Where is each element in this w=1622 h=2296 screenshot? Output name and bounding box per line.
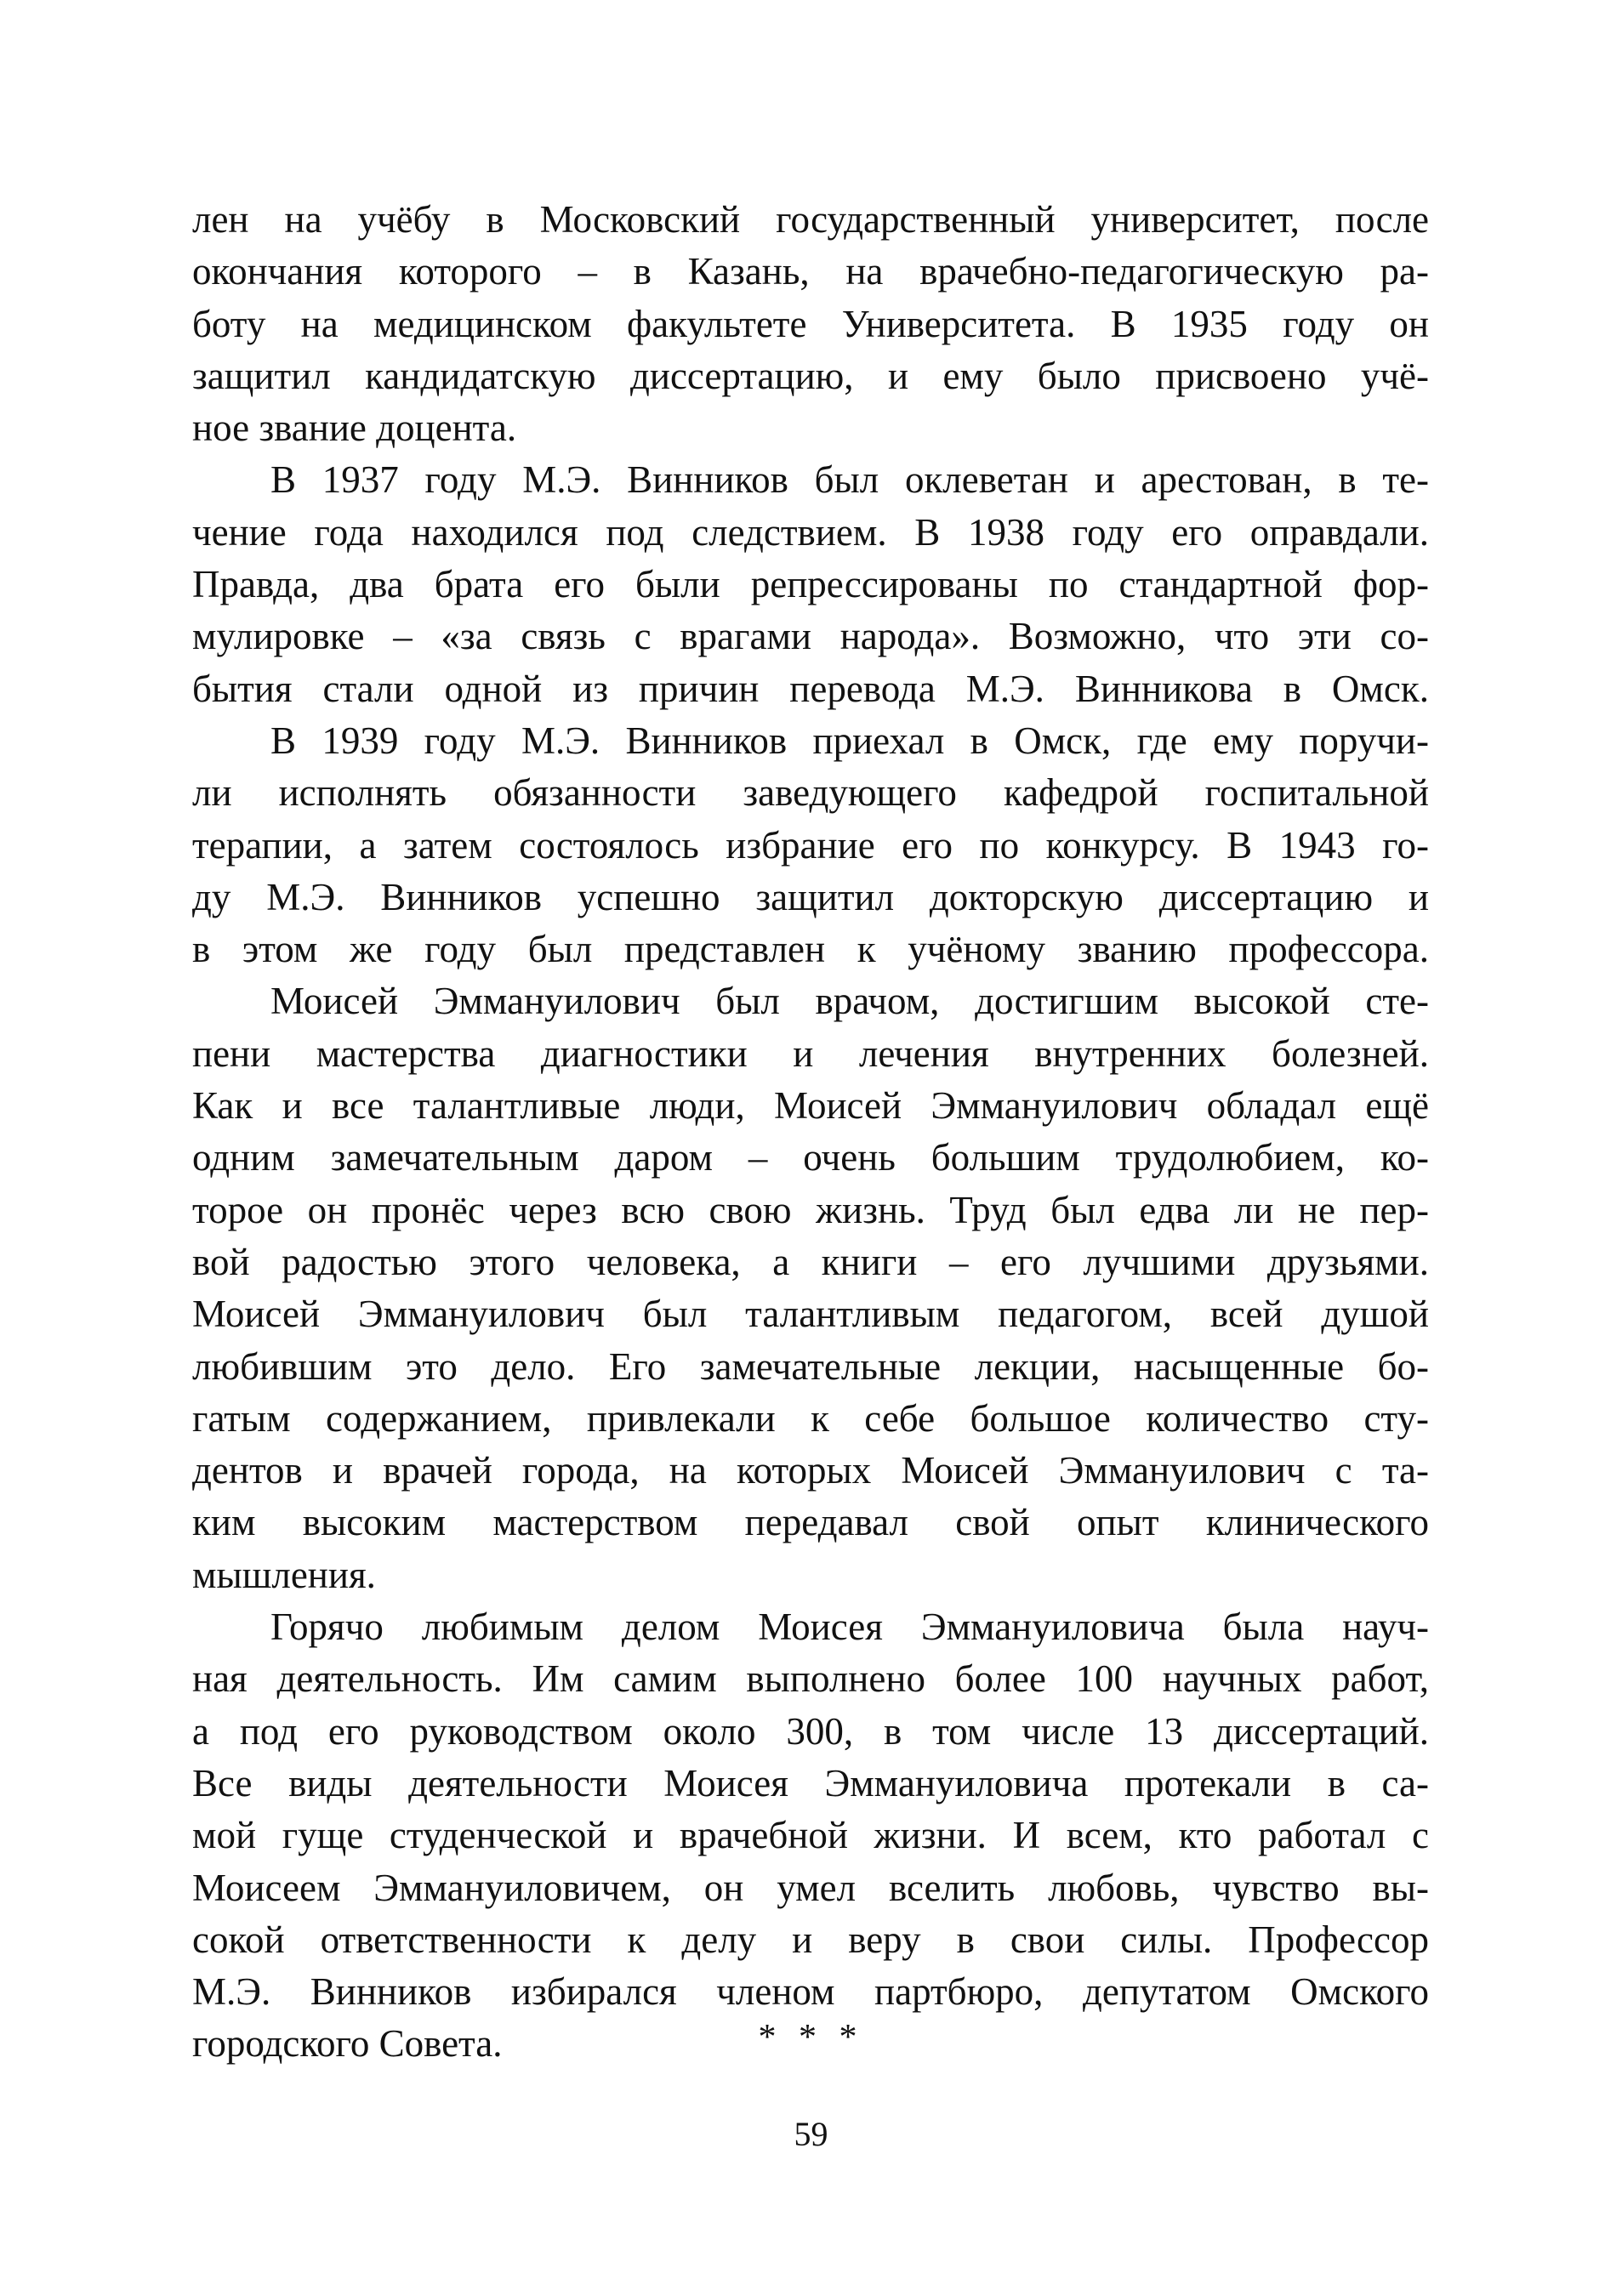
text-line: а под его руководством около 300, в том числе 13 диссертаций.	[192, 1709, 1429, 1753]
text-line: Правда, два брата его были репрессированы по стандартной фор-	[192, 563, 1429, 606]
text-line: одним замечательным даром – очень большим трудолюбием, ко-	[192, 1136, 1429, 1179]
text-line: чение года находился под следствием. В 1938 году его оправдали.	[192, 510, 1429, 554]
text-line: лен на учёбу в Московский государственный университет, после	[192, 198, 1429, 241]
text-line: терапии, а затем состоялось избрание его по конкурсу. В 1943 го-	[192, 823, 1429, 867]
page-number: 59	[794, 2115, 828, 2153]
text-line: окончания которого – в Казань, на врачебно-педагогическую ра-	[192, 250, 1429, 293]
text-line: мулировке – «за связь с врагами народа». Возможно, что эти со-	[192, 615, 1429, 658]
text-line: Моисеем Эммануиловичем, он умел вселить любовь, чувство вы-	[192, 1866, 1429, 1909]
text-line: Как и все талантливые люди, Моисей Эммануилович обладал ещё	[192, 1084, 1429, 1128]
paragraph-start-line: Горячо любимым делом Моисея Эммануиловича была науч-	[270, 1605, 1429, 1649]
text-line: любившим это дело. Его замечательные лекции, насыщенные бо-	[192, 1344, 1429, 1388]
text-line: Моисей Эммануилович был талантливым педагогом, всей душой	[192, 1293, 1429, 1336]
text-line: ная деятельность. Им самим выполнено более 100 научных работ,	[192, 1657, 1429, 1701]
text-line: ное звание доцента.	[192, 406, 517, 450]
text-line: ли исполнять обязанности заведующего кафедрой госпитальной	[192, 771, 1429, 815]
text-line: сокой ответственности к делу и веру в свои силы. Профессор	[192, 1918, 1429, 1961]
text-line: защитил кандидатскую диссертацию, и ему было присвоено учё-	[192, 354, 1429, 397]
text-line: в этом же году был представлен к учёному званию профессора.	[192, 928, 1429, 971]
section-separator: * * *	[758, 2018, 864, 2057]
text-line: гатым содержанием, привлекали к себе большое количество сту-	[192, 1396, 1429, 1440]
paragraph-start-line: Моисей Эммануилович был врачом, достигшим высокой сте-	[270, 980, 1429, 1023]
text-line: пени мастерства диагностики и лечения внутренних болезней.	[192, 1031, 1429, 1075]
text-line: бытия стали одной из причин перевода М.Э. Винникова в Омск.	[192, 667, 1429, 710]
text-line: ду М.Э. Винников успешно защитил докторскую диссертацию и	[192, 875, 1429, 918]
text-line: мышления.	[192, 1553, 376, 1596]
text-line: Все виды деятельности Моисея Эммануиловича протекали в са-	[192, 1761, 1429, 1804]
body-text	[192, 194, 1429, 2071]
text-line: вой радостью этого человека, а книги – его лучшими друзьями.	[192, 1240, 1429, 1283]
text-line: дентов и врачей города, на которых Моисей Эммануилович с та-	[192, 1449, 1429, 1492]
text-line: городского Совета.	[192, 2022, 503, 2066]
text-line: М.Э. Винников избирался членом партбюро, депутатом Омского	[192, 1970, 1429, 2014]
text-line: боту на медицинском факультете Университета. В 1935 году он	[192, 302, 1429, 345]
paragraph-start-line: В 1939 году М.Э. Винников приехал в Омск, где ему поручи-	[270, 719, 1429, 762]
text-line: торое он пронёс через всю свою жизнь. Труд был едва ли не пер-	[192, 1188, 1429, 1231]
paragraph-start-line: В 1937 году М.Э. Винников был оклеветан и арестован, в те-	[270, 458, 1429, 502]
text-line: мой гуще студенческой и врачебной жизни. И всем, кто работал с	[192, 1814, 1429, 1857]
text-line: ким высоким мастерством передавал свой опыт клинического	[192, 1501, 1429, 1544]
